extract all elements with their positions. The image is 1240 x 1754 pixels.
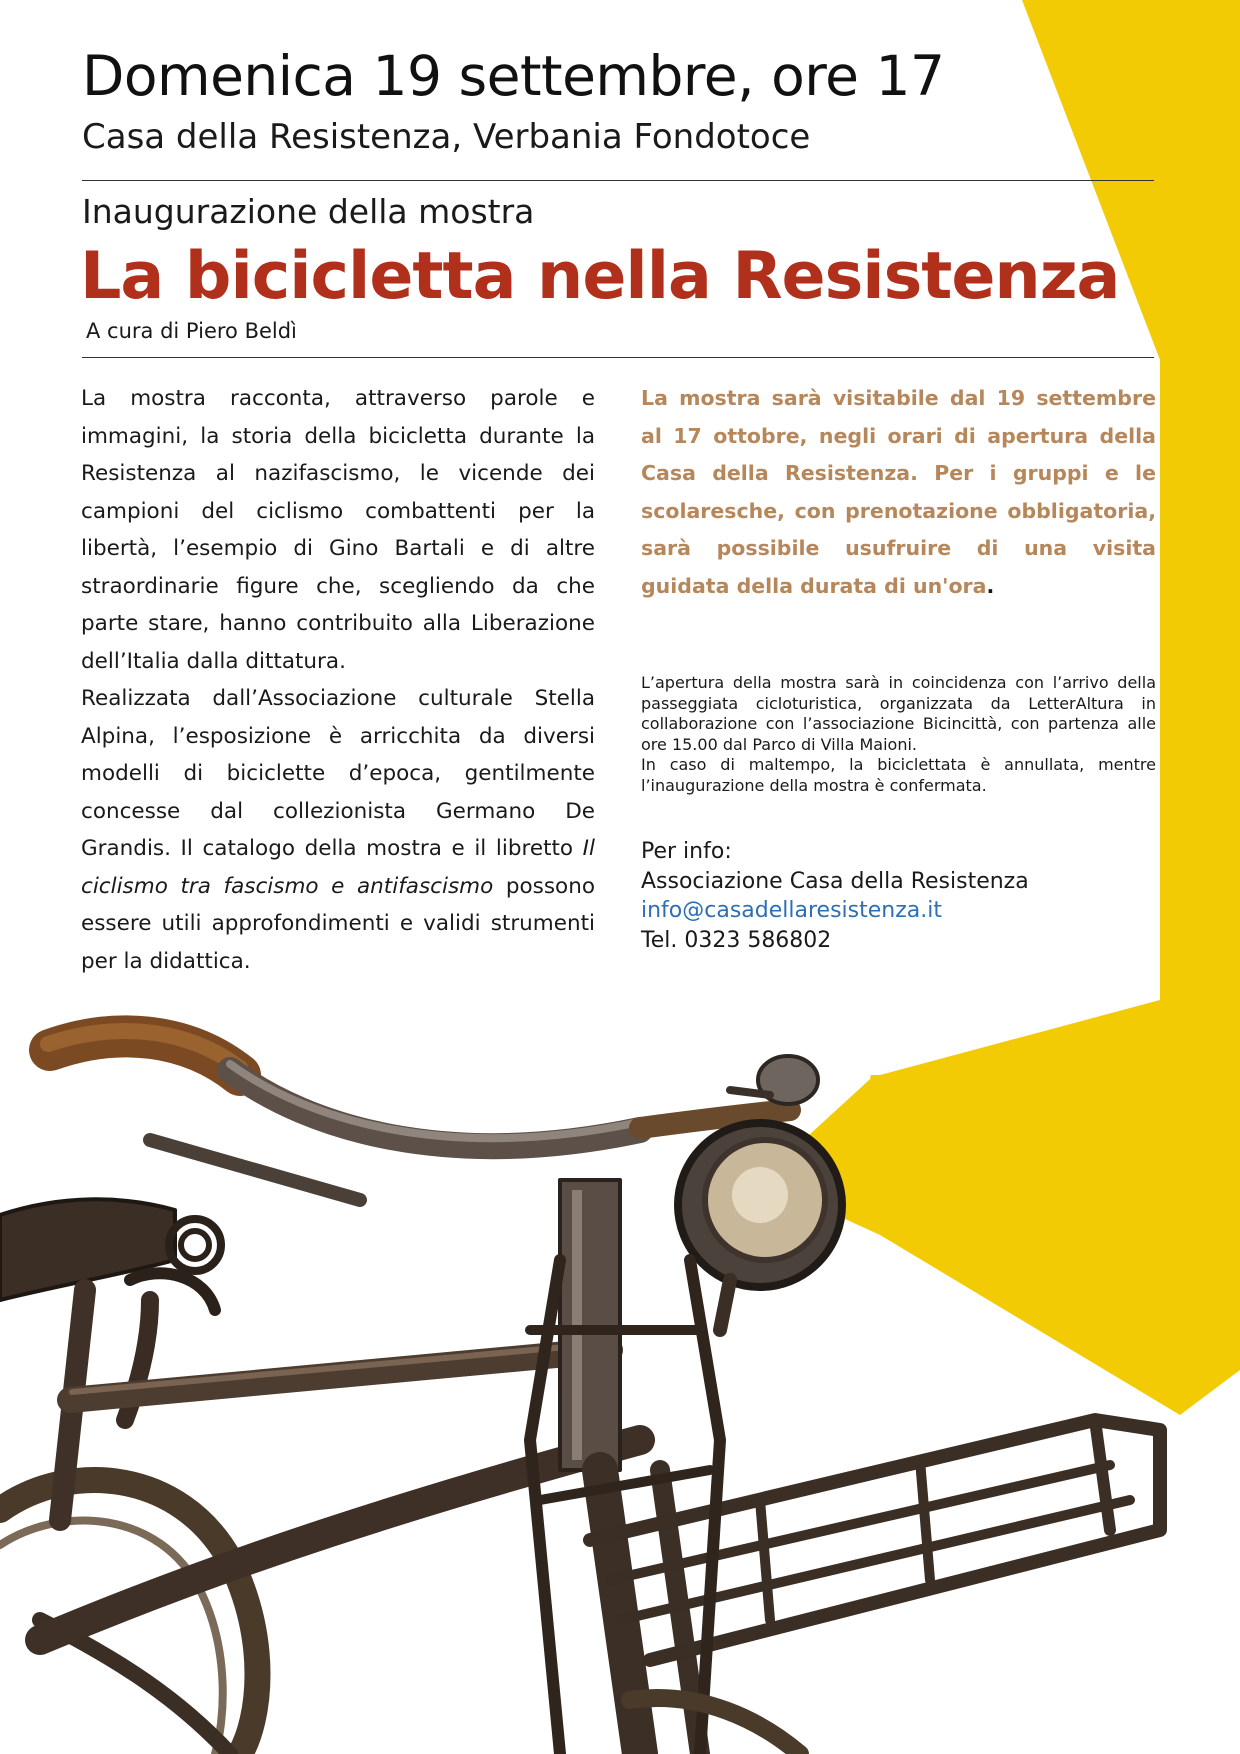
description-column — [81, 380, 595, 980]
visit-info-period: . — [986, 573, 995, 598]
booklet-title: Il ciclismo tra fascismo e antifascismo — [81, 836, 595, 899]
exhibition-curator: A cura di Piero Beldì — [86, 319, 297, 343]
visit-info — [641, 380, 1156, 605]
ride-info-paragraph-1: L’apertura della mostra sarà in coincidenza con l’arrivo della passeggiata cicloturistica, organizzata da LetterAltura in collaborazione con l’associazione Bicincittà, con partenza alle ore 15.00 dal Parco di Villa Maioni. — [641, 673, 1156, 754]
contact-block — [641, 837, 1029, 955]
description-paragraph-2-end: possono essere utili approfondimenti e validi strumenti per la didattica. — [81, 873, 595, 974]
contact-organization: Associazione Casa della Resistenza — [641, 868, 1029, 894]
event-venue: Casa della Resistenza, Verbania Fondotoce — [82, 117, 811, 157]
event-date-time: Domenica 19 settembre, ore 17 — [82, 44, 945, 108]
contact-phone: Tel. 0323 586802 — [641, 927, 832, 953]
exhibition-title: La bicicletta nella Resistenza — [80, 239, 1120, 314]
description-paragraph-2 — [81, 680, 595, 980]
title-divider — [82, 357, 1154, 358]
exhibition-intro: Inaugurazione della mostra — [82, 192, 535, 231]
contact-heading: Per info: — [641, 839, 732, 864]
ride-info-paragraph-2: In caso di maltempo, la biciclettata è annullata, mentre l’inaugurazione della mostra è confermata. — [641, 755, 1156, 795]
description-paragraph-2-start: Realizzata dall’Associazione culturale Stella Alpina, l’esposizione è arricchita da diversi modelli di biciclette d’epoca, gentilmente concesse dal collezionista Germano De Grandis. Il catalogo della mostra e il libretto — [81, 686, 595, 861]
description-paragraph-1: La mostra racconta, attraverso parole e immagini, la storia della bicicletta durante la Resistenza al nazifascismo, le vicende dei campioni del ciclismo combattenti per la libertà, l’esempio di Gino Bartali e di altre straordinarie figure che, scegliendo da che parte stare, hanno contribuito alla Liberazione dell’Italia dalla dittatura. — [81, 386, 595, 674]
ride-info — [641, 673, 1156, 796]
header-divider — [82, 180, 1154, 181]
contact-email-link[interactable]: info@casadellaresistenza.it — [641, 898, 942, 923]
visit-info-text: La mostra sarà visitabile dal 19 settembre al 17 ottobre, negli orari di apertura della Casa della Resistenza. Per i gruppi e le scolaresche, con prenotazione obbligatoria, sarà possibile usufruire di una visita guidata della durata di un'ora — [641, 386, 1156, 598]
